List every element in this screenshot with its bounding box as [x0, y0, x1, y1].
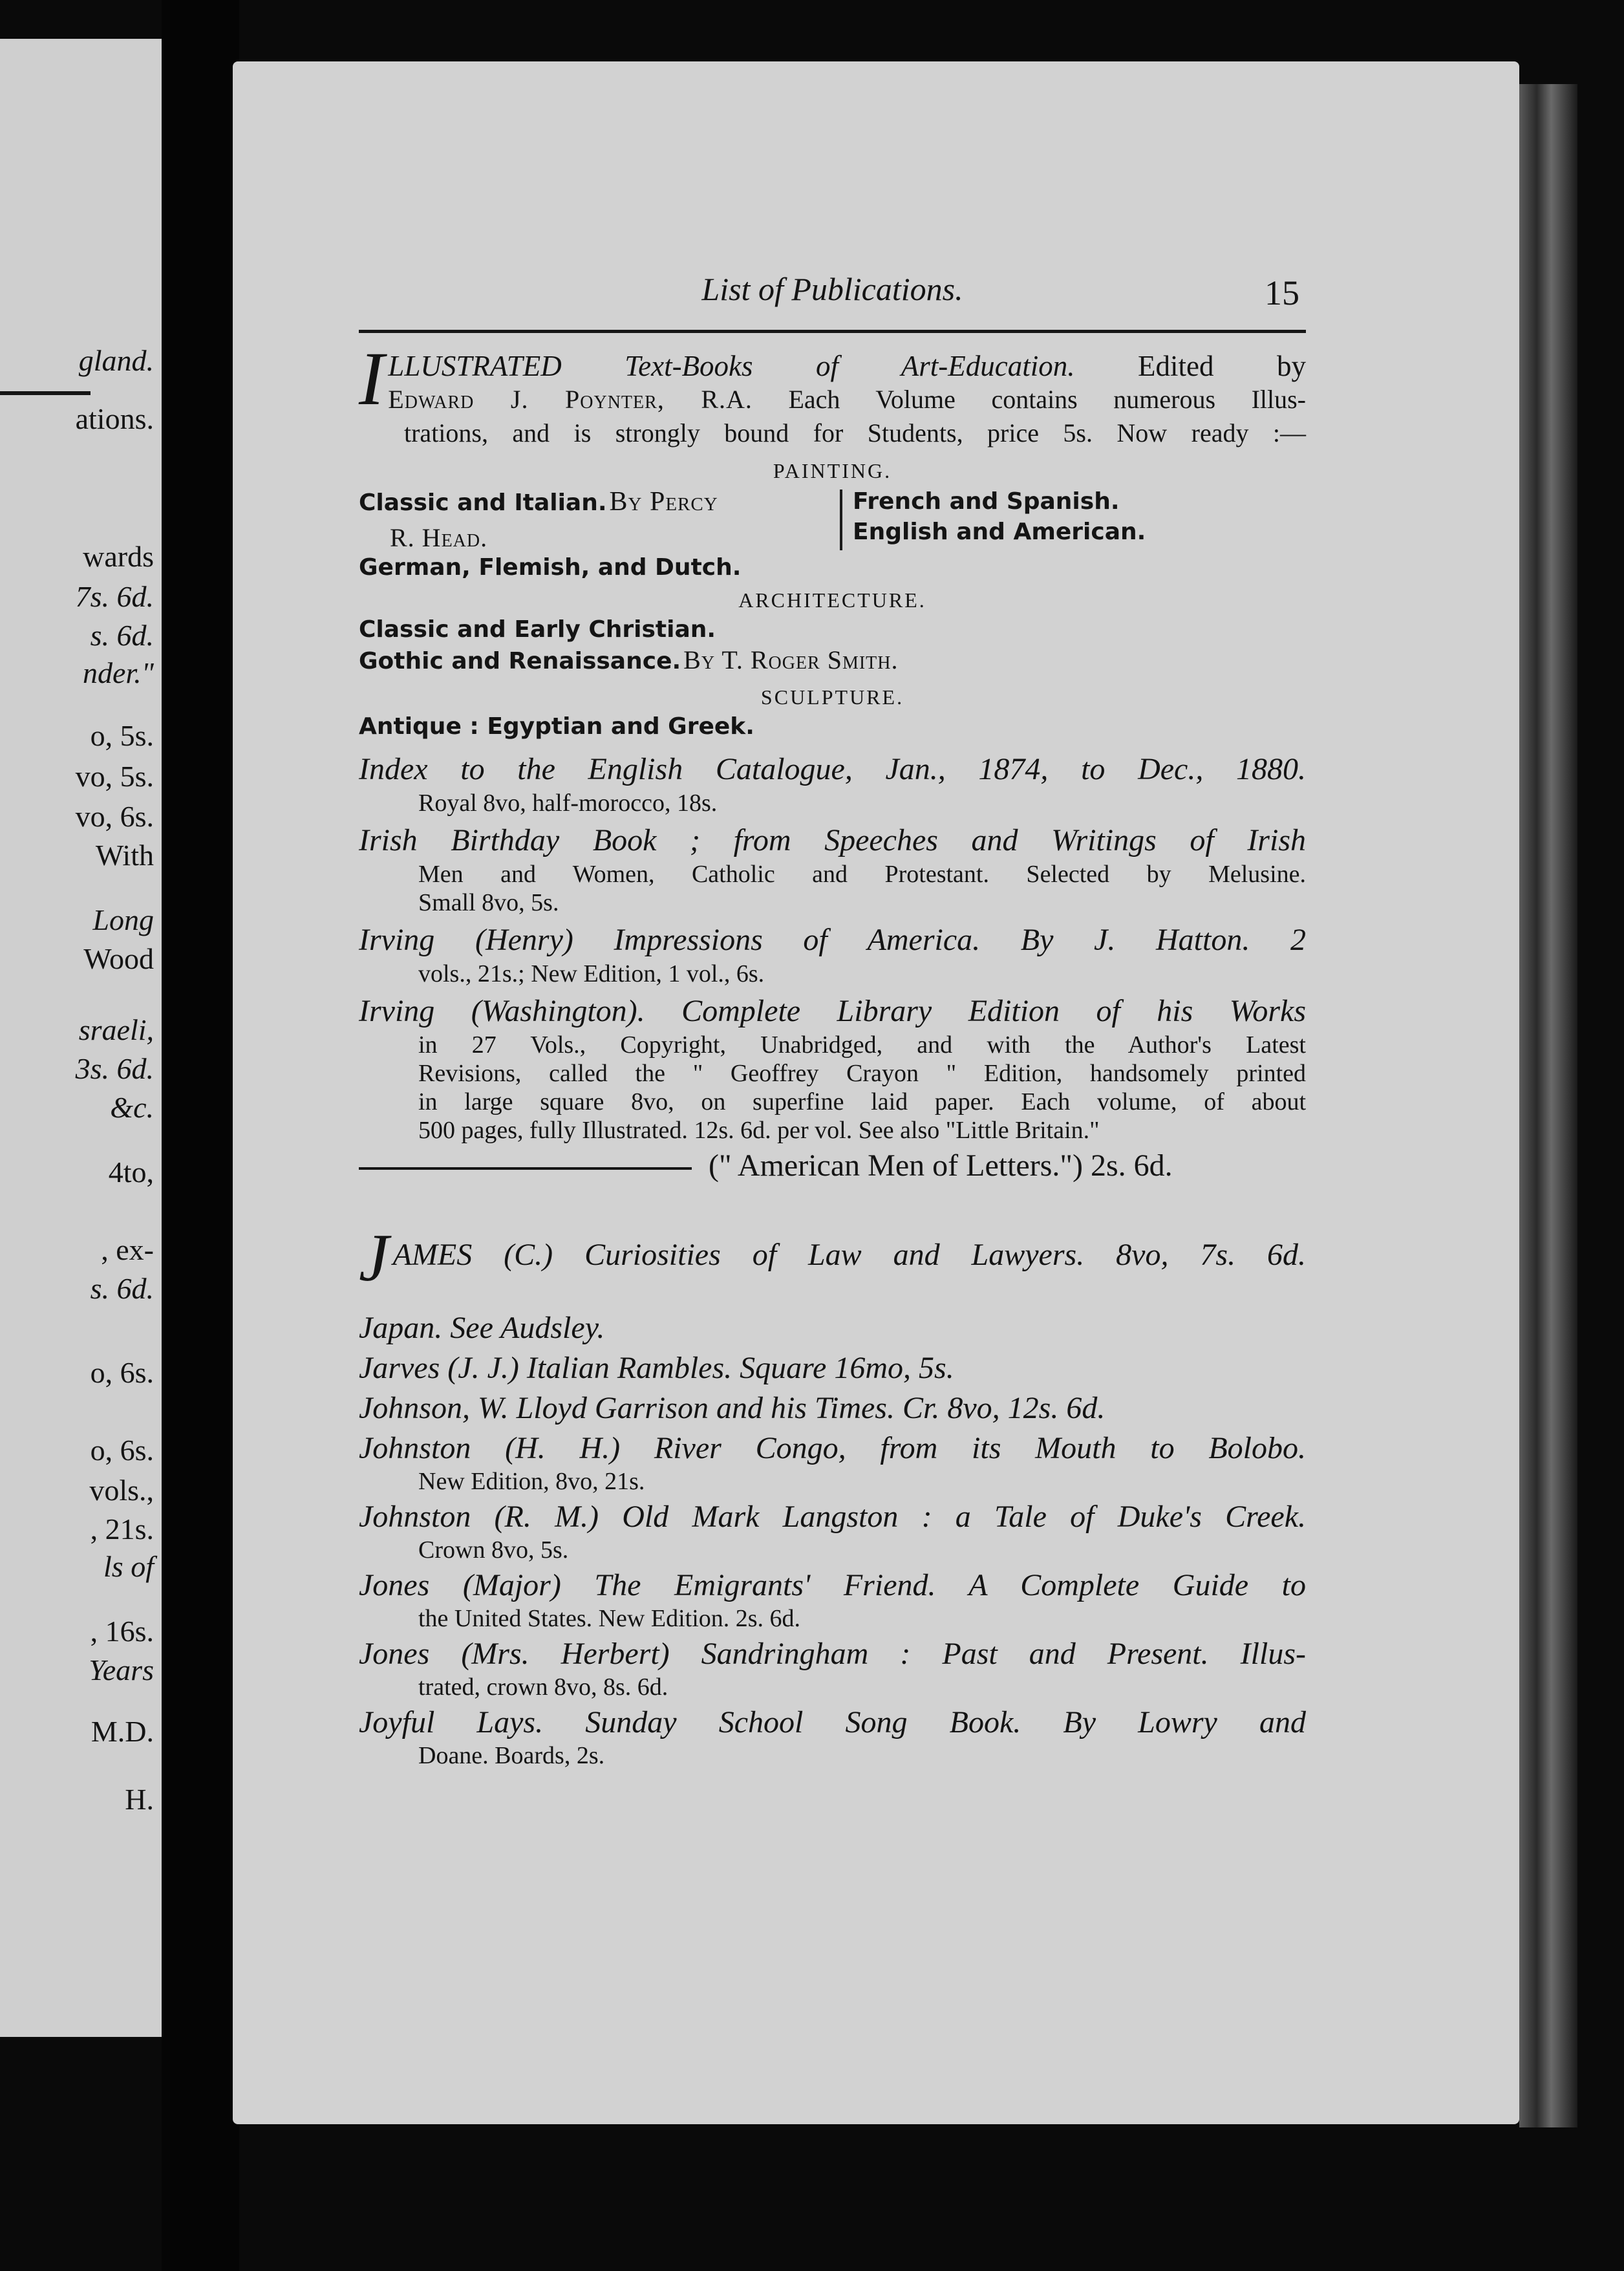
illustrated-entry: [359, 336, 1307, 450]
entry-heading-line: Johnston (H. H.) River Congo, from its Mouth to Bolobo.: [359, 1431, 1306, 1465]
gothic-renaissance-title: Gothic and Renaissance.: [359, 648, 681, 674]
left-page-fragment: ls of: [103, 1550, 154, 1583]
left-page-fragment: Years: [89, 1653, 154, 1686]
left-page-fragment: s. 6d.: [90, 619, 154, 652]
left-page-fragment: vols.,: [89, 1474, 154, 1507]
entry-detail-line: Small 8vo, 5s.: [418, 889, 559, 916]
left-page-fragment: 7s. 6d.: [75, 580, 154, 613]
dropcap-j: J: [359, 1220, 389, 1295]
entry-heading-line: Jones (Major) The Emigrants' Friend. A Complete Guide to: [359, 1568, 1306, 1602]
painting-heading: PAINTING.: [773, 459, 892, 482]
catalogue-entry: [359, 921, 1306, 988]
german-flemish-dutch-title: German, Flemish, and Dutch.: [359, 554, 742, 581]
catalogue-entry: [359, 750, 1306, 817]
entry-detail-line: in large square 8vo, on superfine laid paper. Each volume, of about: [418, 1088, 1306, 1115]
left-page-fragment: , 21s.: [90, 1512, 154, 1545]
left-page-fragment: &c.: [110, 1091, 154, 1124]
entry-heading-line: Jones (Mrs. Herbert) Sandringham : Past and Present. Illus-: [359, 1637, 1306, 1671]
catalogue-entry: [359, 1390, 1306, 1427]
editor-name: Edward J. Poynter, R.A.: [388, 385, 753, 414]
architecture-section: [359, 585, 1306, 682]
american-men-of-letters-entry: [359, 1148, 1306, 1184]
illustrated-line-3: trations, and is strongly bound for Students, price 5s. Now ready :—: [404, 418, 1306, 447]
entry-heading-line: Japan. See Audsley.: [359, 1311, 605, 1345]
left-page-fragment: o, 5s.: [90, 719, 154, 752]
catalogue-entry: [359, 1350, 1306, 1387]
header-rule: [359, 330, 1306, 333]
entry-detail-line: trated, crown 8vo, 8s. 6d.: [418, 1674, 668, 1701]
illustrated-title: LLUSTRATED Text-Books of Art-Education.: [388, 350, 1075, 382]
dropcap-i: I: [359, 336, 385, 421]
left-page-fragment: With: [95, 839, 154, 872]
illustrated-line-2-rest: Each Volume contains numerous Illus-: [788, 385, 1306, 414]
entry-detail-line: Crown 8vo, 5s.: [418, 1536, 569, 1564]
architecture-line-2: [359, 645, 1306, 682]
left-page-fragment: nder.": [82, 656, 154, 689]
entry-detail-line: Men and Women, Catholic and Protestant. Selected by Melusine.: [418, 861, 1306, 888]
left-page-fragment: gland.: [78, 344, 154, 377]
entry-detail-line: in 27 Vols., Copyright, Unabridged, and with the Author's Latest: [418, 1031, 1306, 1059]
left-page-fragment: vo, 6s.: [75, 800, 154, 833]
entry-detail-line: the United States. New Edition. 2s. 6d.: [418, 1605, 801, 1632]
james-line: AMES (C.) Curiosities of Law and Lawyers. 8vo, 7s. 6d.: [392, 1238, 1306, 1272]
entry-detail-line: New Edition, 8vo, 21s.: [418, 1468, 645, 1495]
painting-section: [359, 456, 1306, 583]
left-page-fragment: o, 6s.: [90, 1356, 154, 1389]
painting-column-divider: [840, 490, 842, 550]
entry-heading-line: Irish Birthday Book ; from Speeches and Writings of Irish: [359, 823, 1306, 857]
entry-heading-line: Johnson, W. Lloyd Garrison and his Times. Cr. 8vo, 12s. 6d.: [359, 1391, 1106, 1425]
left-page-fragment: wards: [83, 540, 154, 573]
classic-italian-title: Classic and Italian.: [359, 490, 607, 516]
left-page-fragment: vo, 5s.: [75, 760, 154, 793]
catalogue-entry: [359, 1309, 1306, 1347]
illustrated-line-2: [359, 383, 1306, 416]
left-page-fragment: M.D.: [91, 1715, 154, 1748]
catalogue-entry: [359, 821, 1306, 917]
catalogue-entry: [359, 1704, 1306, 1770]
entry-heading-line: Johnston (R. M.) Old Mark Langston : a Tale of Duke's Creek.: [359, 1500, 1306, 1534]
left-page-fragment: o, 6s.: [90, 1434, 154, 1467]
entry-heading-line: Irving (Washington). Complete Library Edition of his Works: [359, 994, 1306, 1028]
left-page-fragment: ations.: [75, 402, 154, 435]
classic-early-christian-title: Classic and Early Christian.: [359, 616, 716, 643]
page-number: 15: [1265, 274, 1299, 312]
left-page-fragment: , 16s.: [90, 1615, 154, 1648]
entry-heading-line: Joyful Lays. Sunday School Song Book. By Lowry and: [359, 1705, 1306, 1739]
painting-columns: [359, 486, 1306, 583]
james-entry: [359, 1220, 1306, 1295]
book-gutter: [162, 0, 239, 2271]
painting-left-line-2: R. Head.: [390, 523, 488, 552]
ditto-dash-rule: [359, 1167, 692, 1170]
architecture-heading: ARCHITECTURE.: [738, 588, 926, 612]
entry-heading-line: Index to the English Catalogue, Jan., 1874, to Dec., 1880.: [359, 752, 1306, 786]
entry-detail-line: vols., 21s.; New Edition, 1 vol., 6s.: [418, 960, 765, 987]
left-page-fragment: sraeli,: [78, 1013, 154, 1046]
painting-left-line-1: [359, 486, 831, 524]
left-page-fragment: 4to,: [108, 1156, 154, 1189]
illustrated-line-1: [359, 349, 1306, 383]
running-title: List of Publications.: [701, 271, 963, 307]
catalogue-entry: [359, 1567, 1306, 1633]
entry-detail-line: Doane. Boards, 2s.: [418, 1742, 605, 1769]
left-page-fragment: H.: [125, 1783, 154, 1816]
entry-detail-line: 500 pages, fully Illustrated. 12s. 6d. per vol. See also "Little Britain.": [418, 1117, 1100, 1144]
left-page-rule: [0, 391, 91, 395]
left-page-fragment: s. 6d.: [90, 1272, 154, 1305]
entry-detail-line: Royal 8vo, half-morocco, 18s.: [418, 790, 718, 817]
left-page-fragment: , ex-: [101, 1233, 154, 1266]
left-facing-page: [0, 39, 162, 2037]
painting-left-column: [359, 486, 831, 583]
page-edges: [1519, 84, 1577, 2127]
illustrated-edited: Edited by: [1138, 350, 1307, 382]
french-spanish-title: French and Spanish.: [853, 488, 1120, 515]
gothic-renaissance-author: By T. Roger Smith.: [683, 645, 899, 674]
american-men-of-letters-text: (" American Men of Letters.") 2s. 6d.: [709, 1148, 1173, 1183]
entry-detail-line: Revisions, called the " Geoffrey Crayon " Edition, handsomely printed: [418, 1060, 1306, 1087]
painting-right-column: [853, 486, 1146, 583]
catalogue-entry: [359, 992, 1306, 1145]
catalogue-entry: [359, 1430, 1306, 1496]
entry-heading-line: Jarves (J. J.) Italian Rambles. Square 16mo, 5s.: [359, 1351, 954, 1385]
english-american-title: English and American.: [853, 519, 1146, 545]
entries-i-list: [359, 750, 1306, 1148]
catalogue-entry: [359, 1635, 1306, 1701]
entry-heading-line: Irving (Henry) Impressions of America. By J. Hatton. 2: [359, 923, 1306, 957]
entries-j-list: [359, 1309, 1306, 1772]
left-page-fragment: Wood: [83, 942, 154, 975]
sculpture-heading: SCULPTURE.: [760, 685, 904, 709]
catalogue-entry: [359, 1498, 1306, 1564]
left-page-fragment: Long: [92, 903, 154, 936]
left-page-fragment: 3s. 6d.: [75, 1052, 154, 1085]
sculpture-section: [359, 682, 1306, 742]
running-header: [359, 270, 1306, 322]
classic-italian-author: By Percy: [609, 487, 718, 517]
antique-egyptian-greek-title: Antique : Egyptian and Greek.: [359, 713, 754, 740]
